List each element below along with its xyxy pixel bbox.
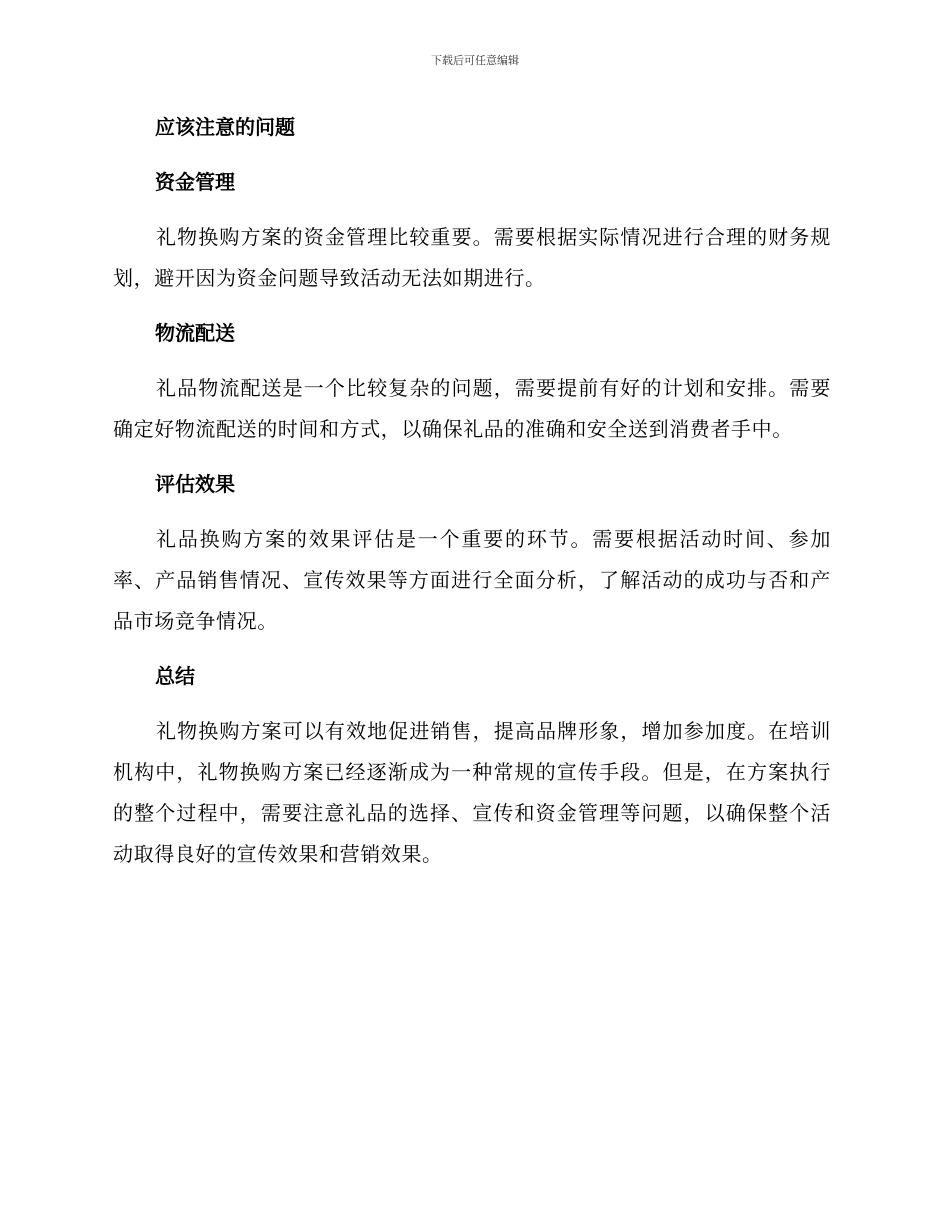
paragraph-fund-management: 礼物换购方案的资金管理比较重要。需要根据实际情况进行合理的财务规划，避开因为资金问题导致活动无法如期进行。 — [113, 225, 831, 290]
section-heading-evaluation: 评估效果 — [155, 472, 235, 496]
section-heading-logistics: 物流配送 — [155, 321, 235, 345]
document-body — [113, 107, 831, 889]
section-heading-fund-management: 资金管理 — [155, 170, 235, 194]
section-heading-summary: 总结 — [155, 664, 195, 688]
section-heading-issues: 应该注意的问题 — [155, 115, 295, 139]
paragraph-logistics: 礼品物流配送是一个比较复杂的问题，需要提前有好的计划和安排。需要确定好物流配送的时间和方式，以确保礼品的准确和安全送到消费者手中。 — [113, 376, 831, 441]
page-header-note: 下载后可任意编辑 — [431, 54, 519, 67]
paragraph-evaluation: 礼品换购方案的效果评估是一个重要的环节。需要根据活动时间、参加率、产品销售情况、宣传效果等方面进行全面分析，了解活动的成功与否和产品市场竞争情况。 — [113, 527, 831, 633]
paragraph-summary: 礼物换购方案可以有效地促进销售，提高品牌形象，增加参加度。在培训机构中，礼物换购方案已经逐渐成为一种常规的宣传手段。但是，在方案执行的整个过程中，需要注意礼品的选择、宣传和资金管理等问题，以确保整个活动取得良好的宣传效果和营销效果。 — [113, 719, 831, 866]
